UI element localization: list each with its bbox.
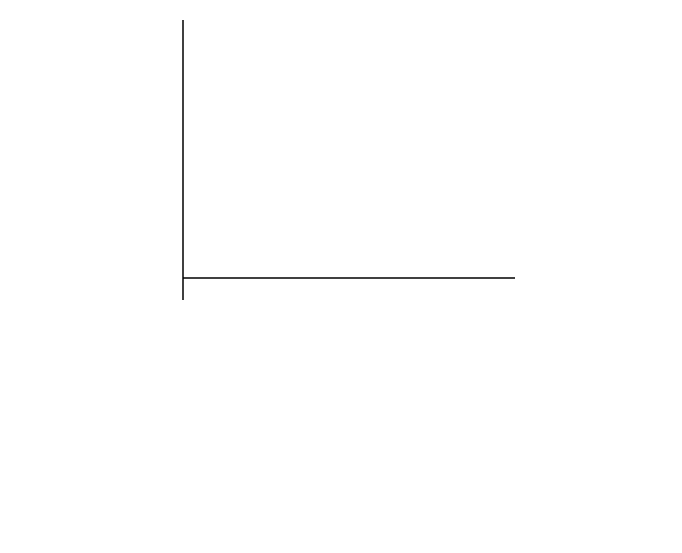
axes — [183, 20, 515, 300]
